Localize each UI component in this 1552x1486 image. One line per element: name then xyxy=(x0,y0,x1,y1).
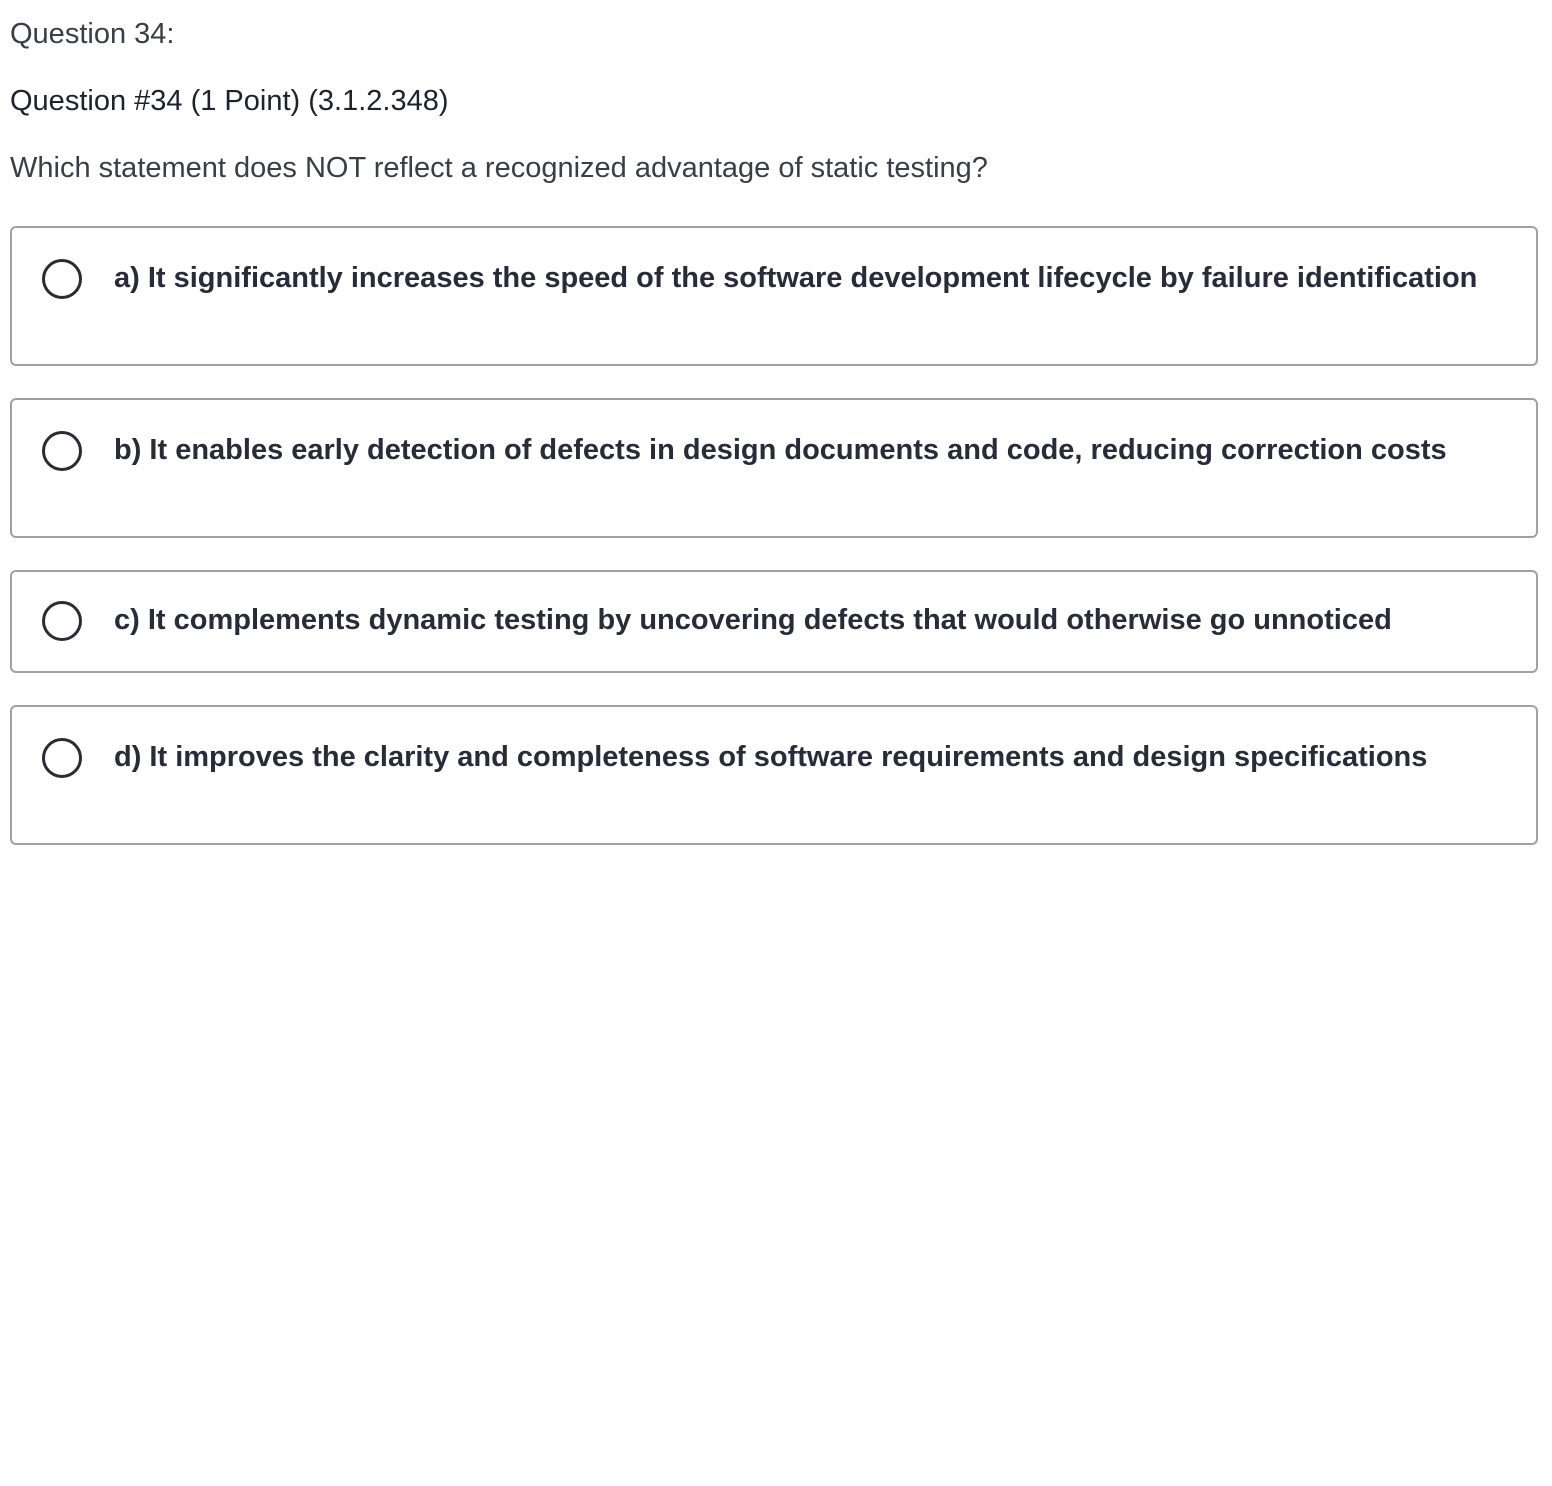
radio-button-a[interactable] xyxy=(42,259,82,299)
answer-option-label: c) It complements dynamic testing by uncovering defects that would otherwise go unnoticed xyxy=(114,604,1392,636)
question-header: Question #34 (1 Point) (3.1.2.348) xyxy=(10,85,449,117)
answer-option-label: a) It significantly increases the speed of the software development lifecycle by failure identification xyxy=(114,262,1478,294)
radio-button-c[interactable] xyxy=(42,601,82,641)
question-text: Which statement does NOT reflect a recognized advantage of static testing? xyxy=(10,152,988,184)
answer-option-c[interactable] xyxy=(10,570,1538,673)
answer-option-b[interactable] xyxy=(10,398,1538,538)
radio-button-b[interactable] xyxy=(42,431,82,471)
answer-option-label: b) It enables early detection of defects in design documents and code, reducing correction costs xyxy=(114,434,1447,466)
answer-options xyxy=(10,226,1538,877)
radio-button-d[interactable] xyxy=(42,738,82,778)
answer-option-d[interactable] xyxy=(10,705,1538,845)
answer-option-label: d) It improves the clarity and completeness of software requirements and design specifications xyxy=(114,741,1428,773)
answer-option-a[interactable] xyxy=(10,226,1538,366)
question-number: Question 34: xyxy=(10,18,175,50)
